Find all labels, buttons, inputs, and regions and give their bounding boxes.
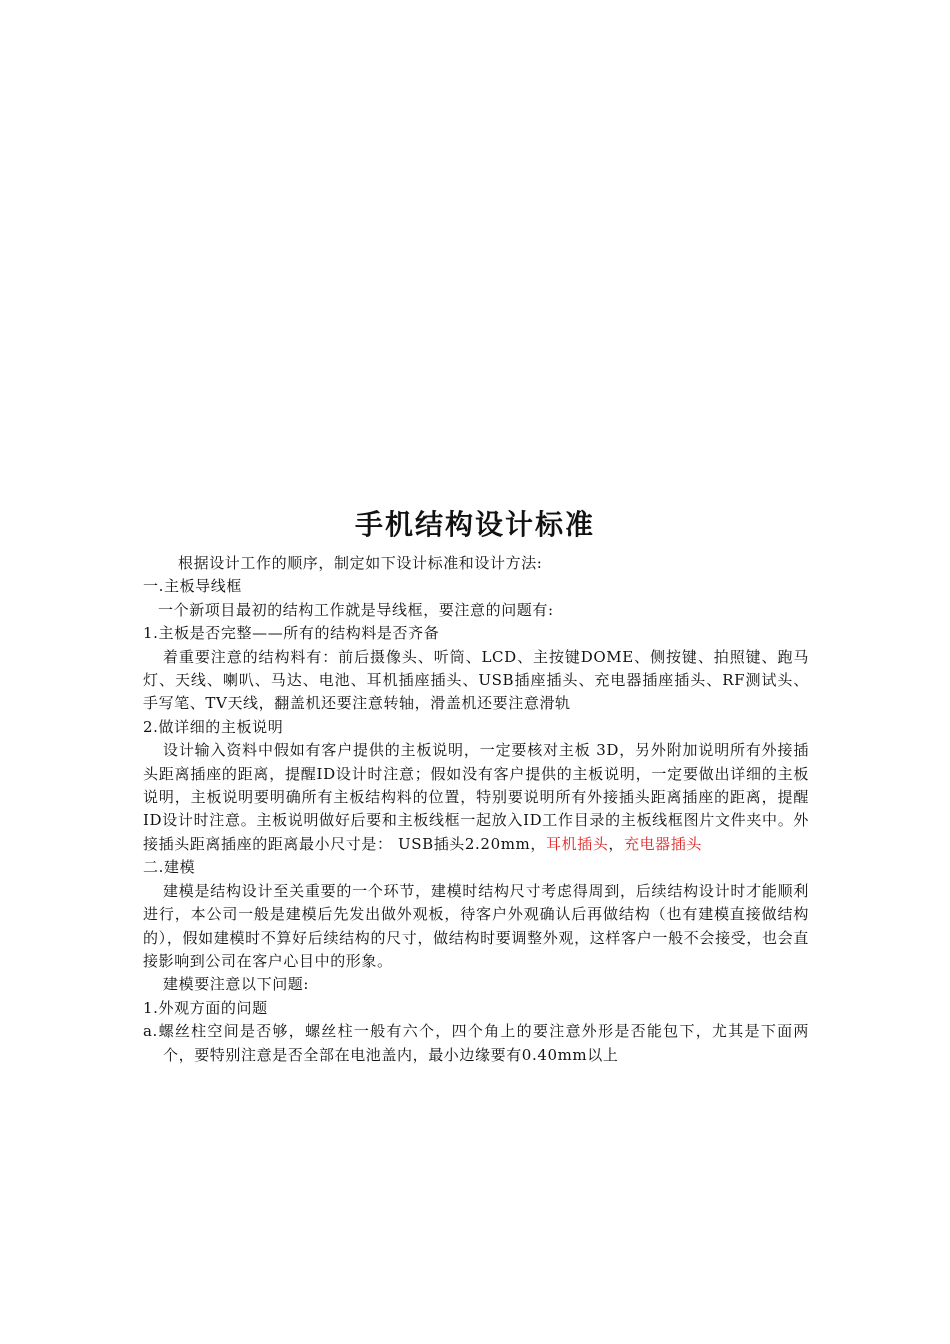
section1-item2-paragraph xyxy=(143,739,809,856)
section1-heading: 一.主板导线框 xyxy=(143,577,242,596)
section2-paragraph2: 建模要注意以下问题: xyxy=(163,975,310,994)
section2-item1-heading: 1.外观方面的问题 xyxy=(143,998,268,1017)
section1-item2-text: 设计输入资料中假如有客户提供的主板说明，一定要核对主板 3D，另外附加说明所有外接插头距离插座的距离，提醒ID设计时注意；假如没有客户提供的主板说明，一定要做出详细的主板说明，主板说明要明确所有主板结构料的位置，特别要说明所有外接插头距离插座的距离，提醒ID设计时注意。主板说明做好后要和主板线框一起放入ID工作目录的主板线框图片文件夹中。外接插头距离插座的距离最小尺寸是： USB插头2.20mm， xyxy=(143,741,809,853)
section1-lead: 一个新项目最初的结构工作就是导线框，要注意的问题有: xyxy=(158,600,554,619)
document-body xyxy=(143,552,809,1067)
highlight-charger-plug: 充电器插头 xyxy=(623,834,702,853)
highlight-earphone-plug: 耳机插头 xyxy=(545,834,609,853)
intro-paragraph: 根据设计工作的顺序，制定如下设计标准和设计方法: xyxy=(178,554,543,572)
highlight-separator: ， xyxy=(608,834,624,853)
section2-paragraph1: 建模是结构设计至关重要的一个环节，建模时结构尺寸考虑得周到，后续结构设计时才能顺利进行，本公司一般是建模后先发出做外观板，待客户外观确认后再做结构（也有建模直接做结构的），假如建模时不算好后续结构的尺寸，做结构时要调整外观，这样客户一般不会接受，也会直接影响到公司在客户心目中的形象。 xyxy=(143,881,809,970)
document-title: 手机结构设计标准 xyxy=(354,508,595,541)
section2-heading: 二.建模 xyxy=(143,858,196,877)
section1-item1-heading: 1.主板是否完整——所有的结构料是否齐备 xyxy=(143,624,440,643)
section2-item-a: a.螺丝柱空间是否够，螺丝柱一般有六个，四个角上的要注意外形是否能包下，尤其是下面两个，要特别注意是否全部在电池盖内，最小边缘要有0.40mm以上 xyxy=(143,1022,809,1064)
section1-item2-heading: 2.做详细的主板说明 xyxy=(143,717,284,736)
section1-item1-text: 着重要注意的结构料有：前后摄像头、听筒、LCD、主按键DOME、侧按键、拍照键、跑马灯、天线、喇叭、马达、电池、耳机插座插头、USB插座插头、充电器插座插头、RF测试头、手写笔、TV天线，翻盖机还要注意转轴，滑盖机还要注意滑轨 xyxy=(143,647,809,713)
